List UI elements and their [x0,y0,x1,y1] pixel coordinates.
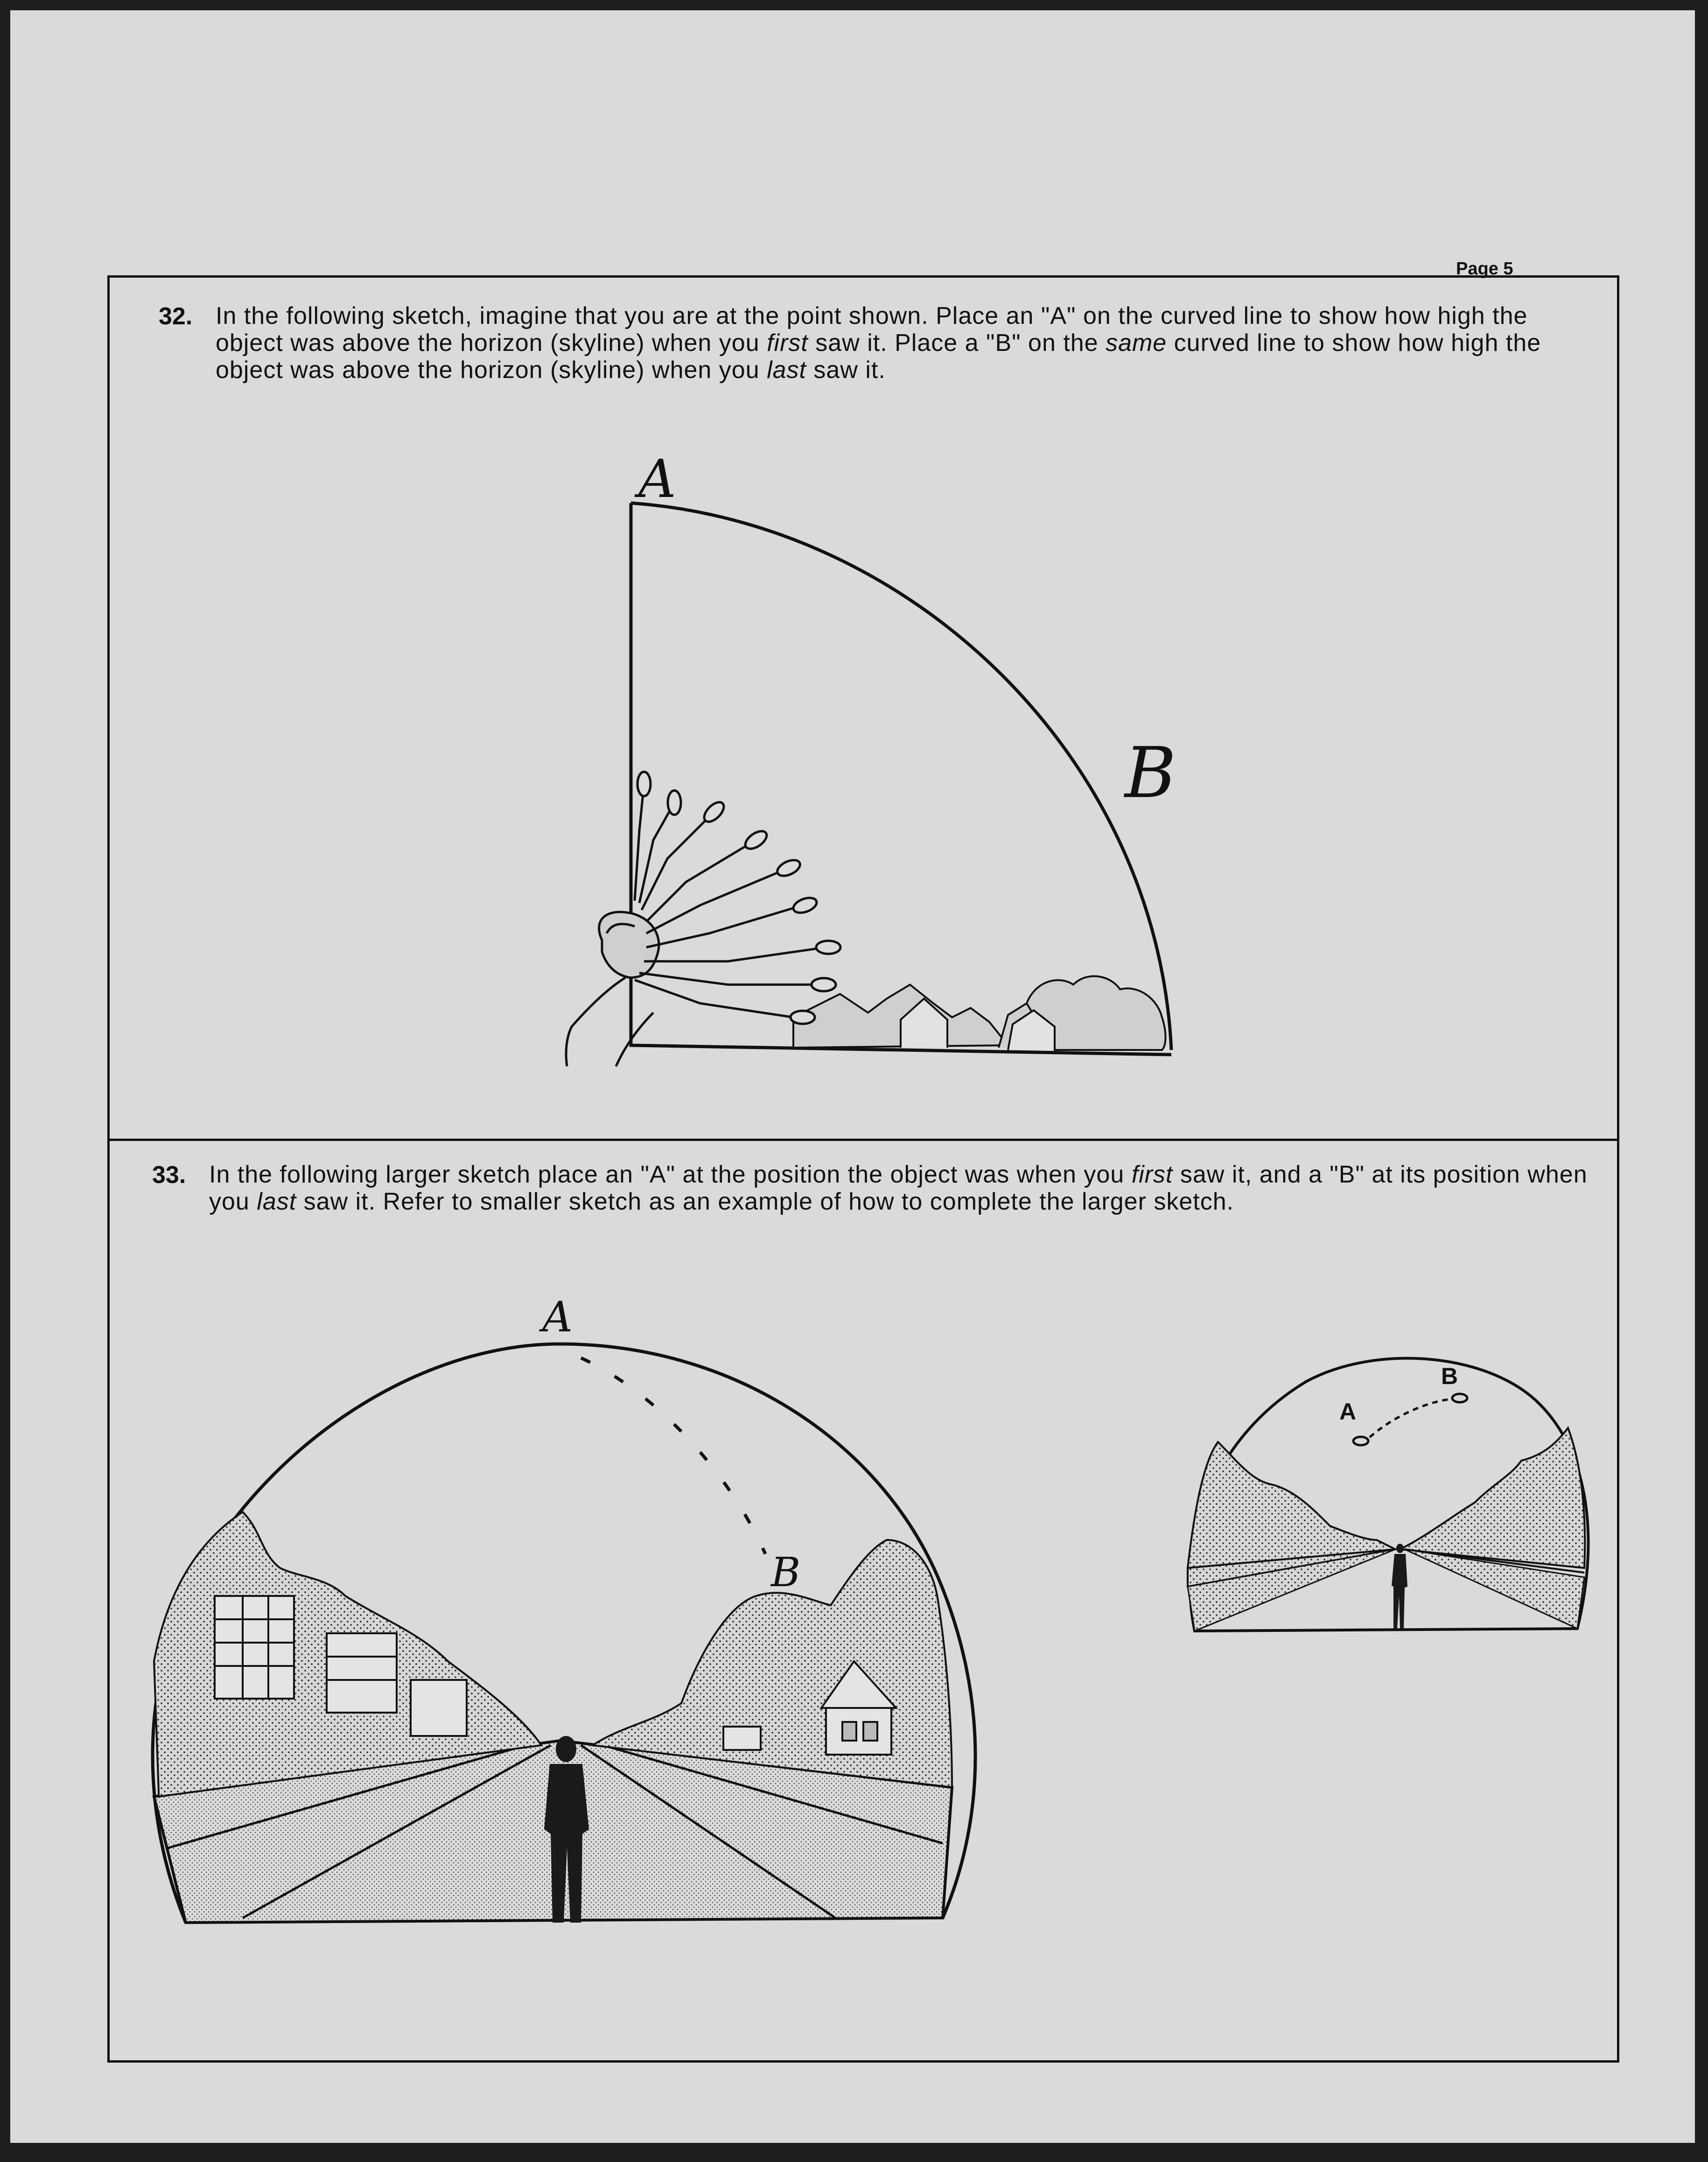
q33-answer-a[interactable]: A [542,1293,573,1342]
q33-object-path [581,1358,765,1554]
question-32-number: 32. [159,303,193,330]
q32-text-part: saw it. Place a "B" on the [808,329,1106,357]
q33-right-trees-houses [593,1540,952,1787]
example-label-a: A [1339,1399,1357,1425]
q32-emphasis-last: last [767,357,806,384]
q33-text-part: In the following larger sketch place an "A" at the position the object was when you [209,1161,1132,1188]
question-33-number: 33. [152,1161,186,1189]
q33-emphasis-first: first [1131,1161,1173,1188]
q32-emphasis-same: same [1106,329,1167,357]
q32-answer-b[interactable]: B [1125,733,1176,814]
q32-elevation-diagram [566,503,1171,1066]
q33-text-part: saw it. Refer to smaller sketch as an example of how to complete the larger sketch. [296,1188,1234,1215]
pointing-hand-icons [637,772,840,1024]
example-object-a-icon [1353,1437,1368,1445]
example-person [1392,1544,1407,1629]
example-object-b-icon [1452,1394,1467,1402]
q33-left-trees-buildings [154,1512,541,1797]
q32-text-part: saw it. [806,357,886,384]
q32-pointing-person [566,772,840,1066]
q32-answer-a[interactable]: A [638,449,676,510]
q33-answer-b[interactable]: B [771,1549,801,1596]
q33-text-part: saw it, and a "B" at its position when you [209,1161,1588,1215]
q32-skyline [793,976,1166,1050]
example-object-path [1370,1399,1451,1437]
q32-curved-line[interactable] [631,503,1171,1050]
q33-emphasis-last: last [257,1188,297,1215]
q32-emphasis-first: first [767,329,808,357]
page-number: Page 5 [1456,259,1513,279]
q33-large-sky-dome [153,1344,975,1923]
example-label-b: B [1441,1363,1458,1389]
q32-text-part: In the following sketch, imagine that you are at the point shown. Place an "A" on the curved line to show how high the object was above the horizon (skyline) when you [216,302,1528,357]
q33-example-sketch [1188,1358,1588,1631]
q32-text-part: curved line to show how high the object was above the horizon (skyline) when you [216,329,1541,384]
